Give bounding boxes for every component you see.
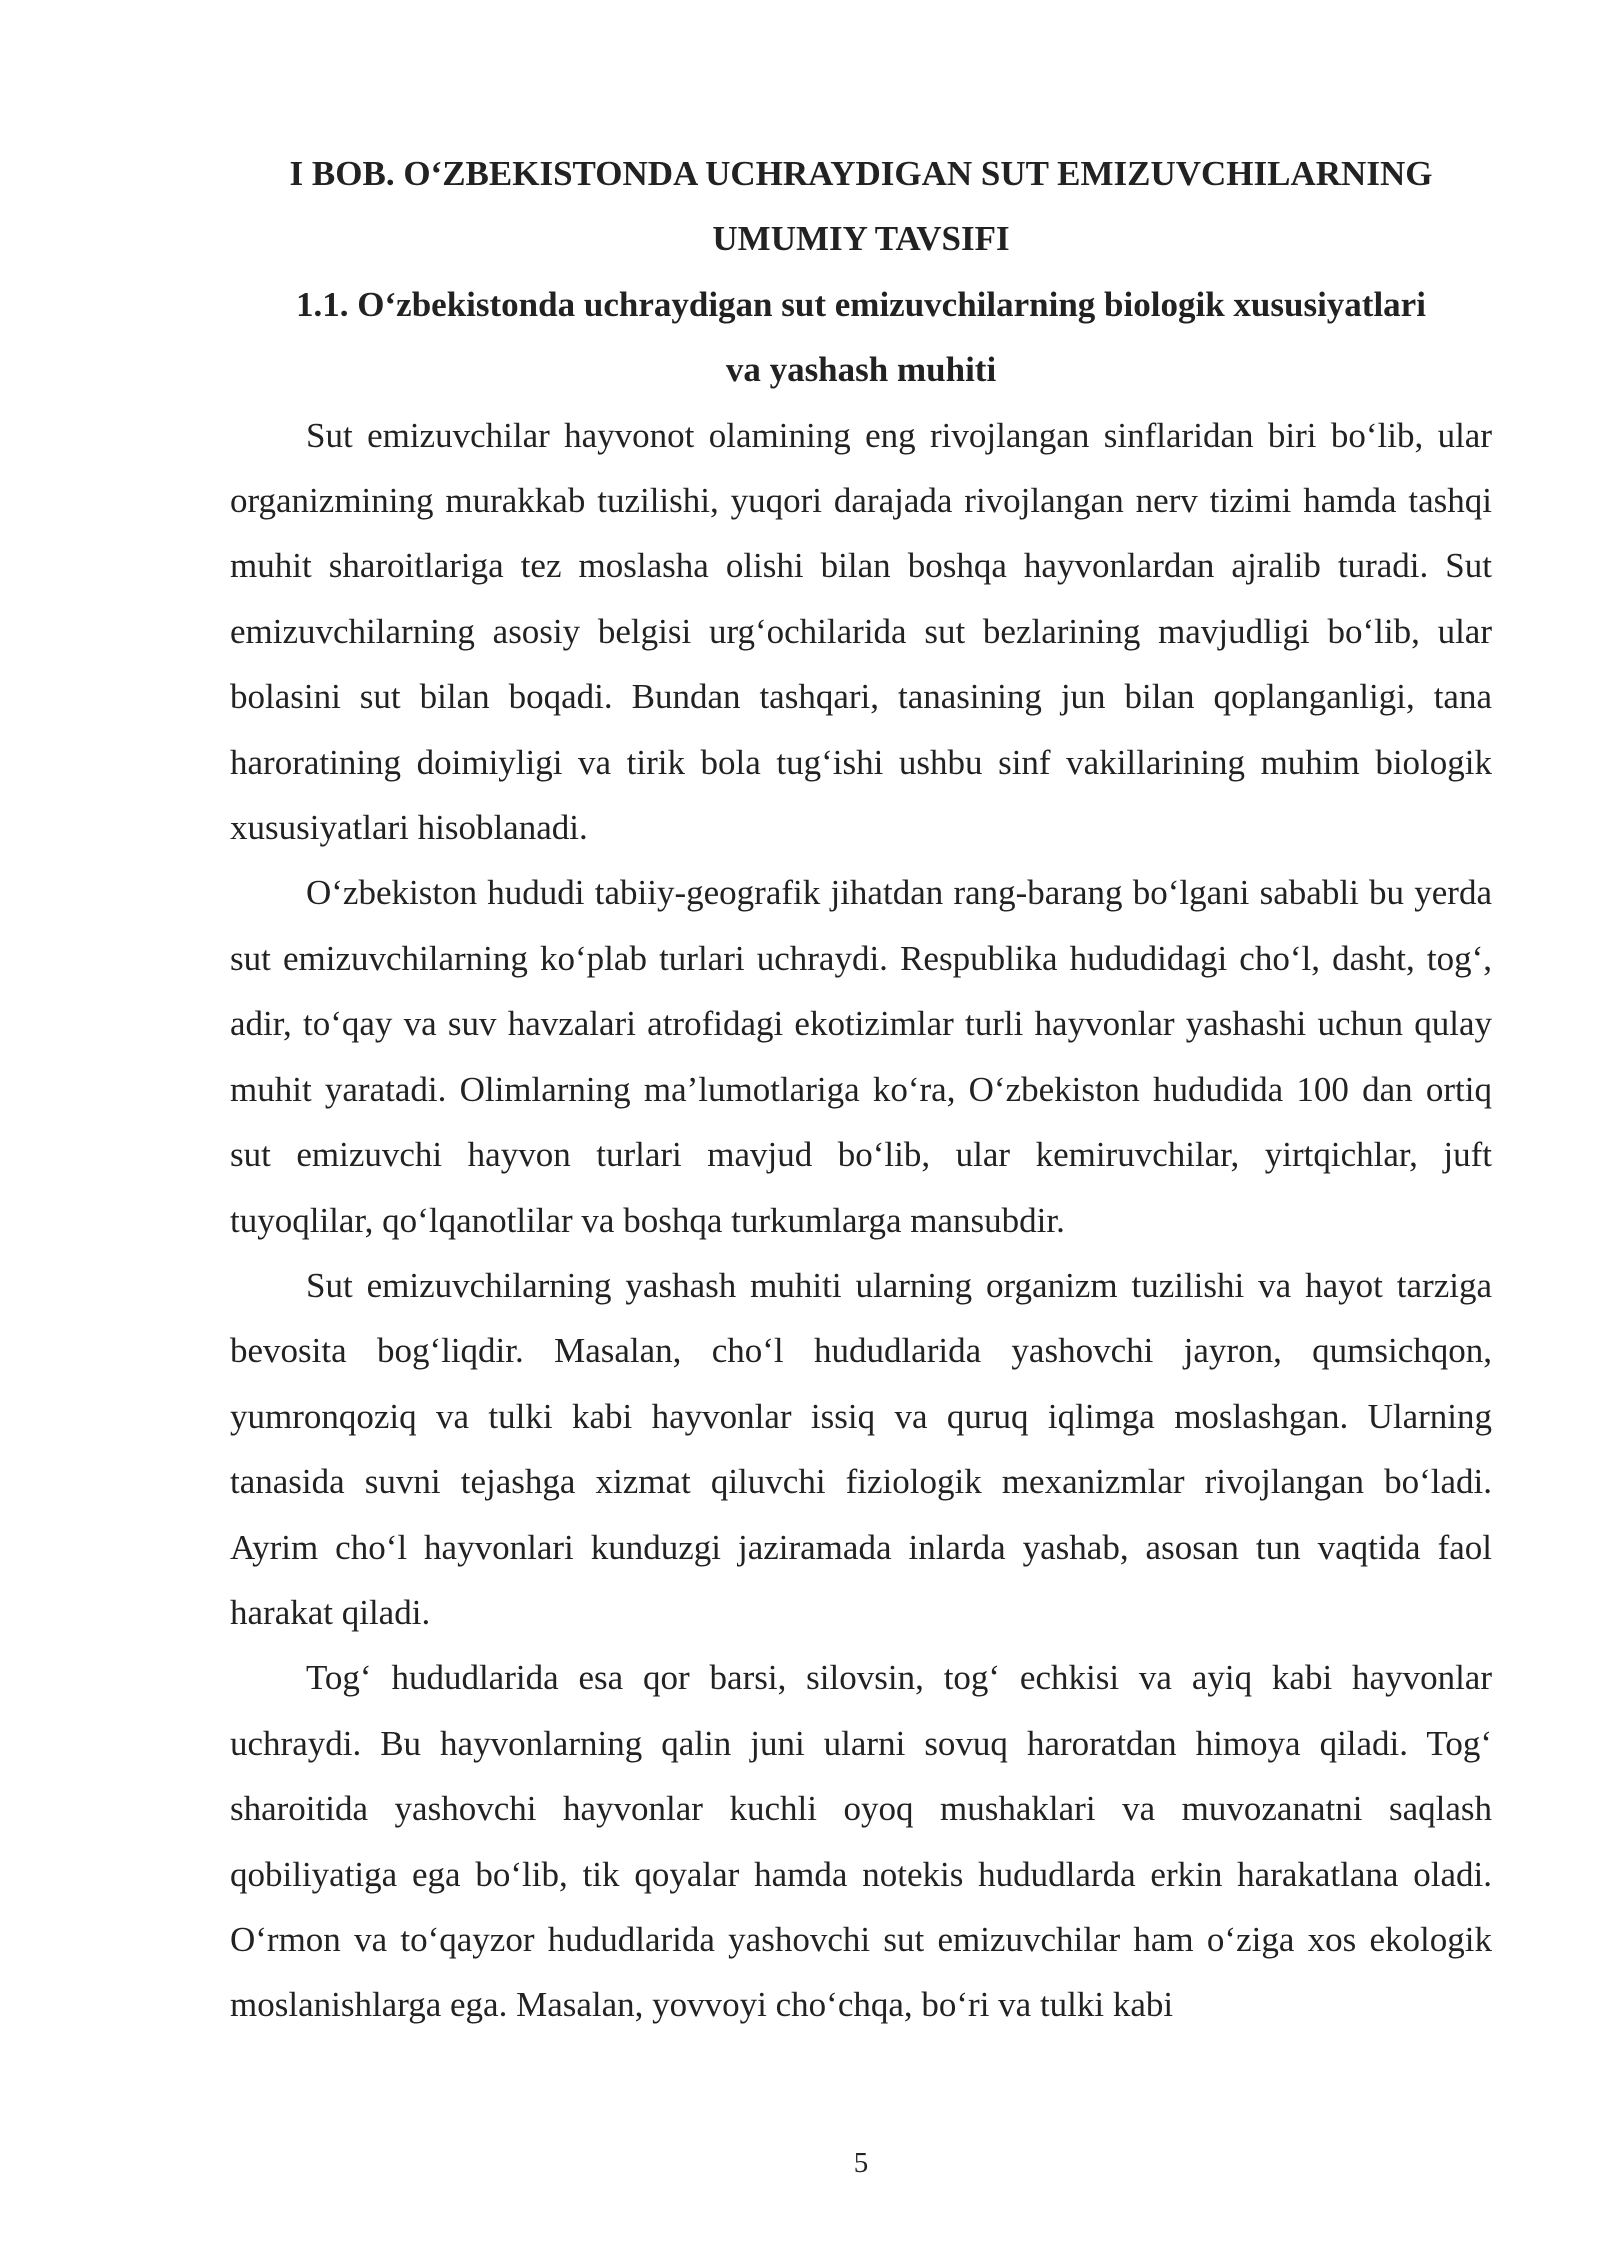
body-paragraph: O‘zbekiston hududi tabiiy-geografik jihatdan rang-barang bo‘lgani sababli bu yerda sut emizuvchilarning ko‘plab turlari uchraydi. Respublika hududidagi cho‘l, dasht, tog‘, adir, to‘qay va suv havzalari atrofidagi ekotizimlar turli hayvonlar yashashi uchun qulay muhit yaratadi. Olimlarning ma’lumotlariga ko‘ra, O‘zbekiston hududida 100 dan ortiq sut emizuvchi hayvon turlari mavjud bo‘lib, ular kemiruvchilar, yirtqichlar, juft tuyoqlilar, qo‘lqanotlilar va boshqa turkumlarga mansubdir. bbox=[230, 873, 1492, 1240]
section-title-line-2: va yashash muhiti bbox=[725, 350, 997, 390]
chapter-title-line-2: UMUMIY TAVSIFI bbox=[712, 219, 1010, 259]
body-paragraph: Tog‘ hududlarida esa qor barsi, silovsin, tog‘ echkisi va ayiq kabi hayvonlar uchraydi. Bu hayvonlarning qalin juni ularni sovuq haroratdan himoya qiladi. Tog‘ sharoitida yashovchi hayvonlar kuchli oyoq mushaklari va muvozanatni saqlash qobiliyatiga ega bo‘lib, tik qoyalar hamda notekis hududlarda erkin harakatlana oladi. O‘rmon va to‘qayzor hududlarida yashovchi sut emizuvchilar ham o‘ziga xos ekologik moslanishlarga ega. Masalan, yovvoyi cho‘chqa, bo‘ri va tulki kabi bbox=[230, 1658, 1492, 2025]
page-number: 5 bbox=[853, 2147, 869, 2179]
body-paragraph: Sut emizuvchilarning yashash muhiti ularning organizm tuzilishi va hayot tarziga bevosita bog‘liqdir. Masalan, cho‘l hududlarida yashovchi jayron, qumsichqon, yumronqoziq va tulki kabi hayvonlar issiq va quruq iqlimga moslashgan. Ularning tanasida suvni tejashga xizmat qiluvchi fiziologik mexanizmlar rivojlangan bo‘ladi. Ayrim cho‘l hayvonlari kunduzgi jaziramada inlarda yashab, asosan tun vaqtida faol harakat qiladi. bbox=[230, 1265, 1492, 1632]
body-paragraph: Sut emizuvchilar hayvonot olamining eng rivojlangan sinflaridan biri bo‘lib, ular organizmining murakkab tuzilishi, yuqori darajada rivojlangan nerv tizimi hamda tashqi muhit sharoitlariga tez moslasha olishi bilan boshqa hayvonlardan ajralib turadi. Sut emizuvchilarning asosiy belgisi urg‘ochilarida sut bezlarining mavjudligi bo‘lib, ular bolasini sut bilan boqadi. Bundan tashqari, tanasining jun bilan qoplanganligi, tana haroratining doimiyligi va tirik bola tug‘ishi ushbu sinf vakillarining muhim biologik xususiyatlari hisoblanadi. bbox=[230, 415, 1492, 848]
document-page bbox=[230, 141, 1492, 2038]
chapter-title-line-1: I BOB. O‘ZBEKISTONDA UCHRAYDIGAN SUT EMIZUVCHILARNING bbox=[289, 154, 1433, 193]
section-title-line-1: 1.1. O‘zbekistonda uchraydigan sut emizuvchilarning biologik xususiyatlari bbox=[296, 284, 1426, 324]
